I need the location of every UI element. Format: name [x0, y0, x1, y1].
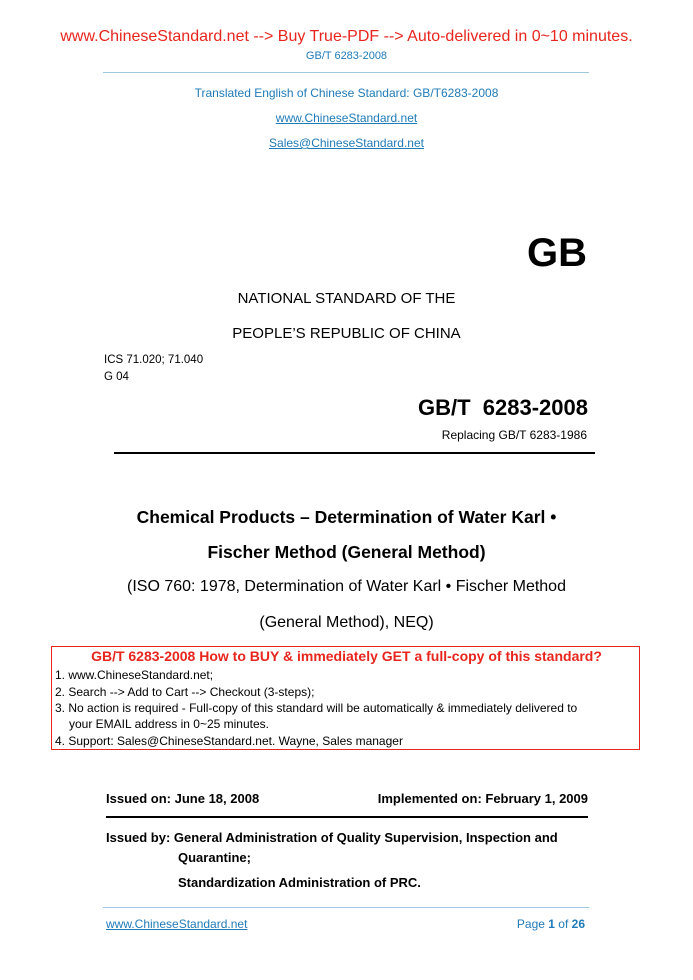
issued-by-line-3: Standardization Administration of PRC. [178, 875, 421, 890]
document-title-line-2: Fischer Method (General Method) [207, 542, 486, 562]
issued-by-line-2: Quarantine; [178, 850, 251, 865]
buy-step-4: 4. Support: Sales@ChineseStandard.net. Wayne, Sales manager [55, 734, 403, 748]
classification-code: G 04 [104, 371, 129, 383]
buy-step-1[interactable]: 1. www.ChineseStandard.net; [55, 668, 214, 682]
document-title-line-1: Chemical Products – Determination of Water Karl • [136, 507, 557, 527]
buy-step-3-continued: your EMAIL address in 0~25 minutes. [69, 717, 269, 731]
page-number: 1 [548, 917, 555, 931]
title-divider [114, 452, 595, 454]
issued-on-date: Issued on: June 18, 2008 [106, 791, 260, 806]
top-banner[interactable]: www.ChineseStandard.net --> Buy True-PDF --> Auto-delivered in 0~10 minutes. [60, 28, 633, 45]
translated-title: Translated English of Chinese Standard: GB/T6283-2008 [194, 86, 499, 100]
issued-by-line-1: Issued by: General Administration of Quality Supervision, Inspection and [106, 830, 558, 845]
dates-divider [106, 816, 588, 818]
replacing-note: Replacing GB/T 6283-1986 [441, 428, 587, 442]
sales-email-link[interactable]: Sales@ChineseStandard.net [269, 136, 424, 150]
page-of: of [554, 917, 572, 931]
page-indicator [517, 917, 585, 931]
ics-code: ICS 71.020; 71.040 [104, 354, 204, 366]
footer-site-link[interactable]: www.ChineseStandard.net [106, 917, 248, 931]
buy-step-3: 3. No action is required - Full-copy of this standard will be automatically & immediately delivered to [55, 701, 578, 715]
header-divider [103, 72, 589, 73]
gb-mark: GB [527, 231, 587, 275]
standard-number: GB/T 6283-2008 [418, 395, 588, 420]
header-standard-code: GB/T 6283-2008 [305, 50, 388, 62]
site-link[interactable]: www.ChineseStandard.net [275, 111, 418, 125]
buy-heading: GB/T 6283-2008 How to BUY & immediately GET a full-copy of this standard? [91, 648, 602, 664]
page-prefix: Page [516, 917, 549, 931]
footer-divider [103, 907, 589, 908]
national-standard-line-1: NATIONAL STANDARD OF THE [237, 290, 456, 307]
national-standard-line-2: PEOPLE’S REPUBLIC OF CHINA [232, 325, 461, 342]
document-subtitle-line-1: (ISO 760: 1978, Determination of Water Karl • Fischer Method [127, 578, 566, 595]
implemented-on-date: Implemented on: February 1, 2009 [377, 791, 588, 806]
page-total: 26 [571, 917, 585, 931]
buy-step-2: 2. Search --> Add to Cart --> Checkout (3-steps); [55, 685, 315, 699]
document-subtitle-line-2: (General Method), NEQ) [259, 614, 434, 631]
